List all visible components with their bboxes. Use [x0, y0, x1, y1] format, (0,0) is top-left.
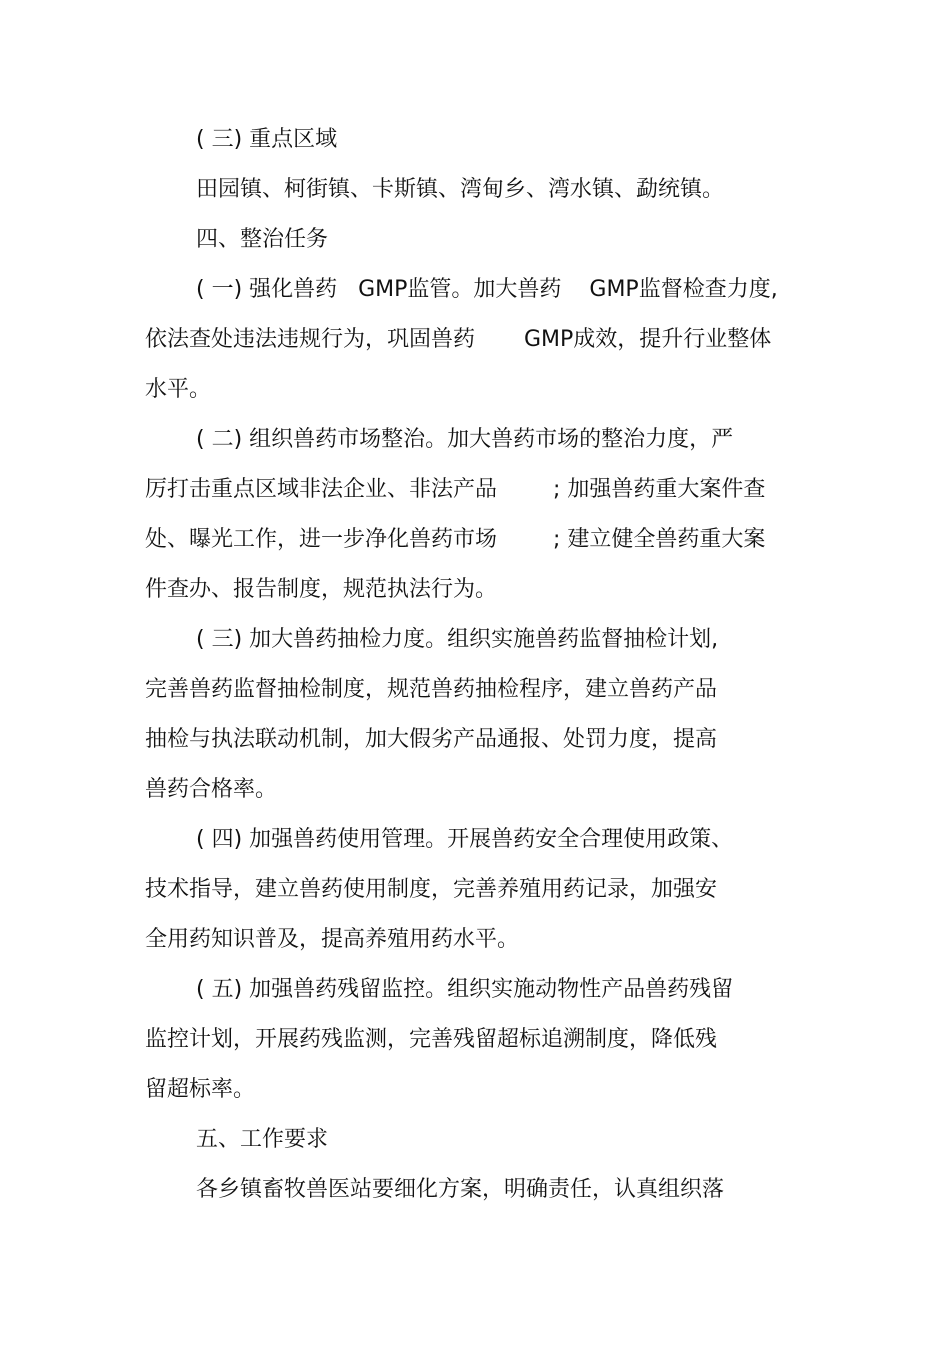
paragraph-line: 厉打击重点区域非法企业、非法产品 ; 加强兽药重大案件查: [145, 477, 766, 502]
heading-requirements: 五、工作要求: [196, 1127, 329, 1152]
paragraph-line: 抽检与执法联动机制，加大假劣产品通报、处罚力度，提高: [145, 727, 718, 752]
heading-key-areas: ( 三) 重点区域: [196, 127, 338, 152]
paragraph-line: 兽药合格率。: [145, 777, 278, 802]
paragraph-line: 水平。: [145, 377, 212, 402]
paragraph-line: ( 五) 加强兽药残留监控。组织实施动物性产品兽药残留: [196, 977, 734, 1002]
paragraph-line: 留超标率。: [145, 1077, 256, 1102]
paragraph-line: 各乡镇畜牧兽医站要细化方案，明确责任，认真组织落: [196, 1177, 725, 1202]
paragraph-line: 田园镇、柯街镇、卡斯镇、湾甸乡、湾水镇、勐统镇。: [196, 177, 725, 202]
paragraph-line: ( 三) 加大兽药抽检力度。组织实施兽药监督抽检计划,: [196, 627, 719, 652]
paragraph-line: 完善兽药监督抽检制度，规范兽药抽检程序，建立兽药产品: [145, 677, 718, 702]
paragraph-line: 技术指导，建立兽药使用制度，完善养殖用药记录，加强安: [145, 877, 718, 902]
paragraph-line: ( 一) 强化兽药 GMP监管。加大兽药 GMP监督检查力度,: [196, 277, 778, 302]
heading-tasks: 四、整治任务: [196, 227, 329, 252]
paragraph-line: 依法查处违法违规行为，巩固兽药 GMP成效，提升行业整体: [145, 327, 772, 352]
paragraph-line: 处、曝光工作，进一步净化兽药市场 ; 建立健全兽药重大案: [145, 527, 766, 552]
paragraph-line: ( 二) 组织兽药市场整治。加大兽药市场的整治力度，严: [196, 427, 734, 452]
paragraph-line: 全用药知识普及，提高养殖用药水平。: [145, 927, 520, 952]
paragraph-line: 件查办、报告制度，规范执法行为。: [145, 577, 498, 602]
paragraph-line: 监控计划，开展药残监测，完善残留超标追溯制度，降低残: [145, 1027, 718, 1052]
paragraph-line: ( 四) 加强兽药使用管理。开展兽药安全合理使用政策、: [196, 827, 734, 852]
